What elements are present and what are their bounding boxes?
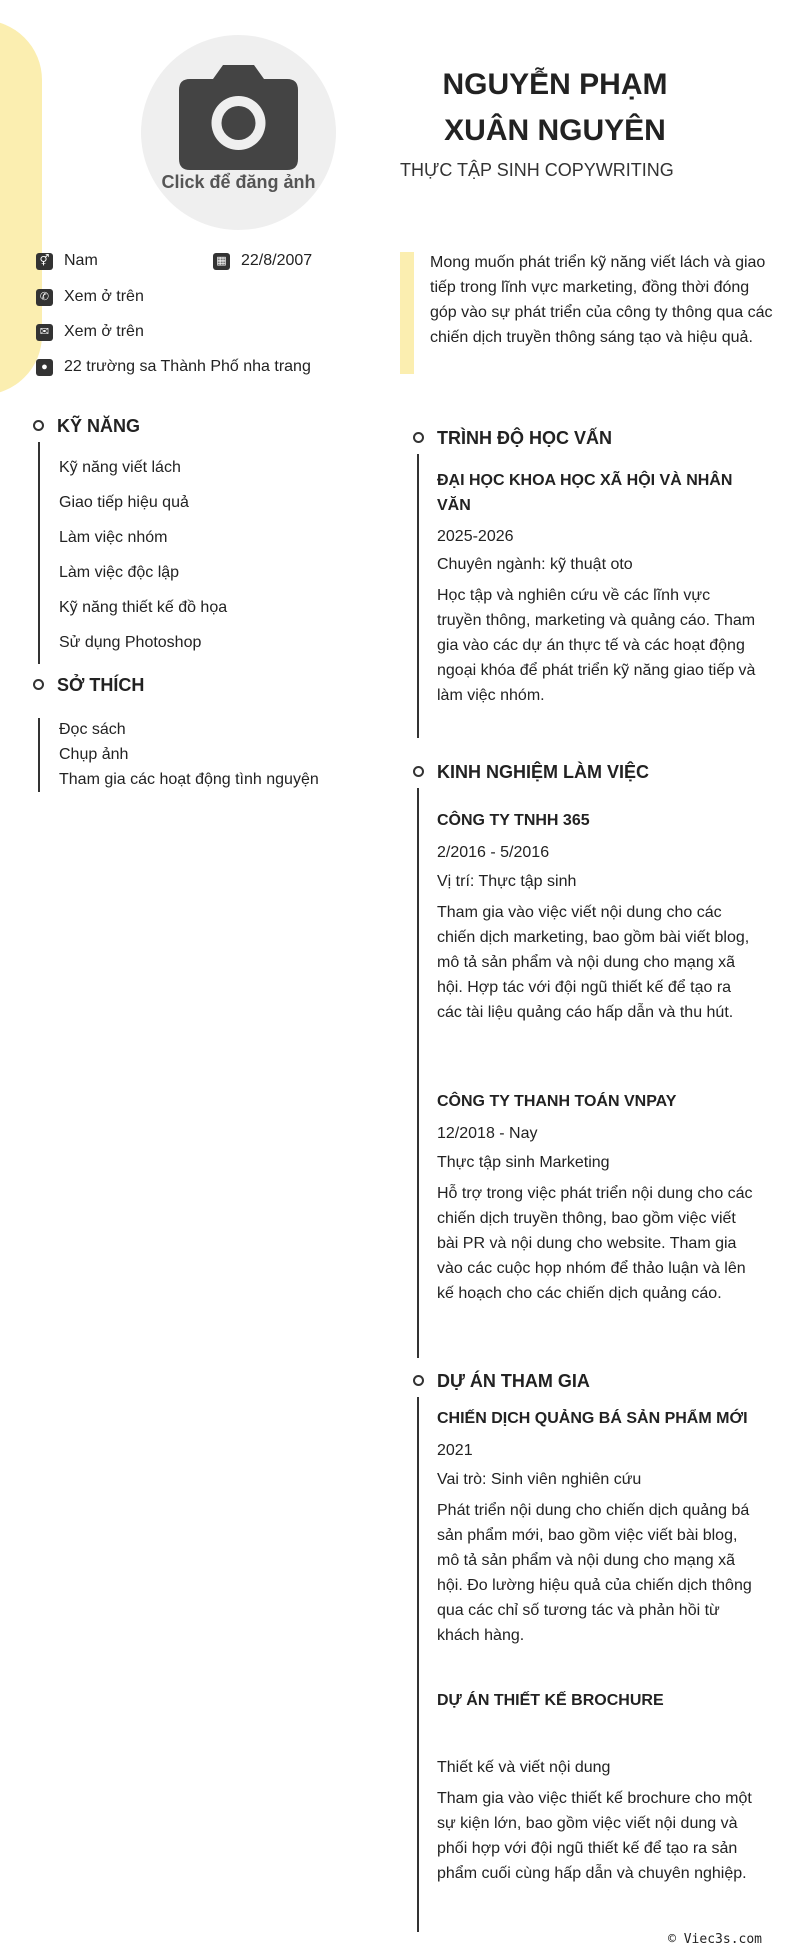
skill-item: Làm việc nhóm (59, 529, 168, 546)
education-description: Học tập và nghiên cứu về các lĩnh vực truyền thông, marketing và quảng cáo. Tham gia vào các dự án thực tế và các hoạt động ngoại khóa để phát triển kỹ năng giao tiếp và làm việc nhóm. (437, 587, 756, 704)
hobby-item: Tham gia các hoạt động tình nguyện (59, 771, 319, 788)
skill-item: Sử dụng Photoshop (59, 634, 202, 651)
job-period: 12/2018 - Nay (437, 1125, 538, 1142)
school-name: ĐẠI HỌC KHOA HỌC XÃ HỘI VÀ NHÂN VĂN (437, 472, 733, 514)
job-period: 2/2016 - 5/2016 (437, 844, 550, 861)
hobby-item: Đọc sách (59, 721, 126, 738)
skills-title: KỸ NĂNG (57, 416, 141, 436)
skills-section-dot (33, 420, 44, 431)
address-value: 22 trường sa Thành Phố nha trang (64, 358, 311, 375)
education-title: TRÌNH ĐỘ HỌC VẤN (437, 428, 612, 448)
objective-accent-bar (400, 252, 414, 374)
hobby-item: Chụp ảnh (59, 746, 129, 763)
projects-title: DỰ ÁN THAM GIA (437, 1371, 590, 1391)
address-row (36, 358, 311, 376)
phone-row (36, 288, 144, 306)
education-entry (437, 468, 757, 708)
skill-item: Kỹ năng thiết kế đồ họa (59, 599, 228, 616)
experience-entry (437, 1089, 757, 1306)
project-name: CHIẾN DỊCH QUẢNG BÁ SẢN PHẨM MỚI (437, 1410, 748, 1427)
project-role: Vai trò: Sinh viên nghiên cứu (437, 1471, 642, 1488)
experience-title: KINH NGHIỆM LÀM VIỆC (437, 762, 650, 782)
email-row (36, 323, 144, 341)
company-name: CÔNG TY TNHH 365 (437, 812, 590, 829)
project-entry (437, 1406, 757, 1648)
gender-value: Nam (64, 252, 98, 269)
experience-section-dot (413, 766, 424, 777)
education-major: Chuyên ngành: kỹ thuật oto (437, 556, 633, 573)
avatar-caption: Click để đăng ảnh (161, 172, 316, 192)
project-description: Tham gia vào việc thiết kế brochure cho một sự kiện lớn, bao gồm việc viết nội dung và phối hợp với đội ngũ thiết kế để tạo ra sản phẩm cuối cùng hấp dẫn và chuyên nghiệp. (437, 1790, 752, 1882)
location-pin-icon: ● (36, 359, 53, 376)
gender-icon: ⚥ (36, 253, 53, 270)
candidate-name: NGUYỄN PHẠM XUÂN NGUYÊN (442, 68, 668, 147)
career-objective: Mong muốn phát triển kỹ năng viết lách và giao tiếp trong lĩnh vực marketing, đồng thời đóng góp vào sự phát triển của công ty thông qua các chiến dịch truyền thông sáng tạo và hiệu quả. (430, 254, 773, 346)
education-timeline-line (417, 454, 419, 738)
hobbies-title: SỞ THÍCH (57, 675, 145, 695)
dob-row (213, 252, 312, 270)
email-value: Xem ở trên (64, 323, 144, 340)
project-role: Thiết kế và viết nội dung (437, 1759, 611, 1776)
company-name: CÔNG TY THANH TOÁN VNPAY (437, 1093, 677, 1110)
hobbies-timeline-line (38, 718, 40, 792)
avatar-upload[interactable] (141, 35, 336, 230)
phone-icon: ✆ (36, 289, 53, 306)
skill-item: Giao tiếp hiệu quả (59, 494, 189, 511)
phone-value: Xem ở trên (64, 288, 144, 305)
projects-timeline-line (417, 1397, 419, 1932)
gender-row (36, 252, 98, 270)
calendar-icon: ▦ (213, 253, 230, 270)
footer-credit: © Viec3s.com (668, 1932, 762, 1947)
experience-entry (437, 808, 757, 1025)
education-section-dot (413, 432, 424, 443)
skill-item: Làm việc độc lập (59, 564, 180, 581)
project-period: 2021 (437, 1442, 473, 1459)
job-position: Vị trí: Thực tập sinh (437, 873, 577, 890)
job-description: Tham gia vào việc viết nội dung cho các chiến dịch marketing, bao gồm bài viết blog, mô tả sản phẩm và nội dung cho mạng xã hội. Hợp tác với đội ngũ thiết kế để tạo ra các tài liệu quảng cáo hấp dẫn và thu hút. (437, 904, 750, 1021)
hobbies-section-dot (33, 679, 44, 690)
project-description: Phát triển nội dung cho chiến dịch quảng bá sản phẩm mới, bao gồm việc viết bài blog, mô tả sản phẩm và nội dung cho mạng xã hội. Đo lường hiệu quả của chiến dịch thông qua các chỉ số tương tác và phản hồi từ khách hàng. (437, 1502, 752, 1644)
camera-icon (179, 65, 298, 170)
education-period: 2025-2026 (437, 528, 514, 545)
project-entry (437, 1688, 757, 1886)
email-icon: ✉ (36, 324, 53, 341)
job-position: Thực tập sinh Marketing (437, 1154, 610, 1171)
dob-value: 22/8/2007 (241, 252, 313, 269)
project-name: DỰ ÁN THIẾT KẾ BROCHURE (437, 1692, 664, 1709)
job-description: Hỗ trợ trong việc phát triển nội dung cho các chiến dịch truyền thông, bao gồm việc viết bài PR và nội dung cho website. Tham gia vào các cuộc họp nhóm để thảo luận và lên kế hoạch cho các chiến dịch quảng cáo. (437, 1185, 753, 1302)
projects-section-dot (413, 1375, 424, 1386)
skill-item: Kỹ năng viết lách (59, 459, 181, 476)
experience-timeline-line (417, 788, 419, 1358)
skills-timeline-line (38, 442, 40, 664)
candidate-role: THỰC TẬP SINH COPYWRITING (400, 160, 674, 180)
